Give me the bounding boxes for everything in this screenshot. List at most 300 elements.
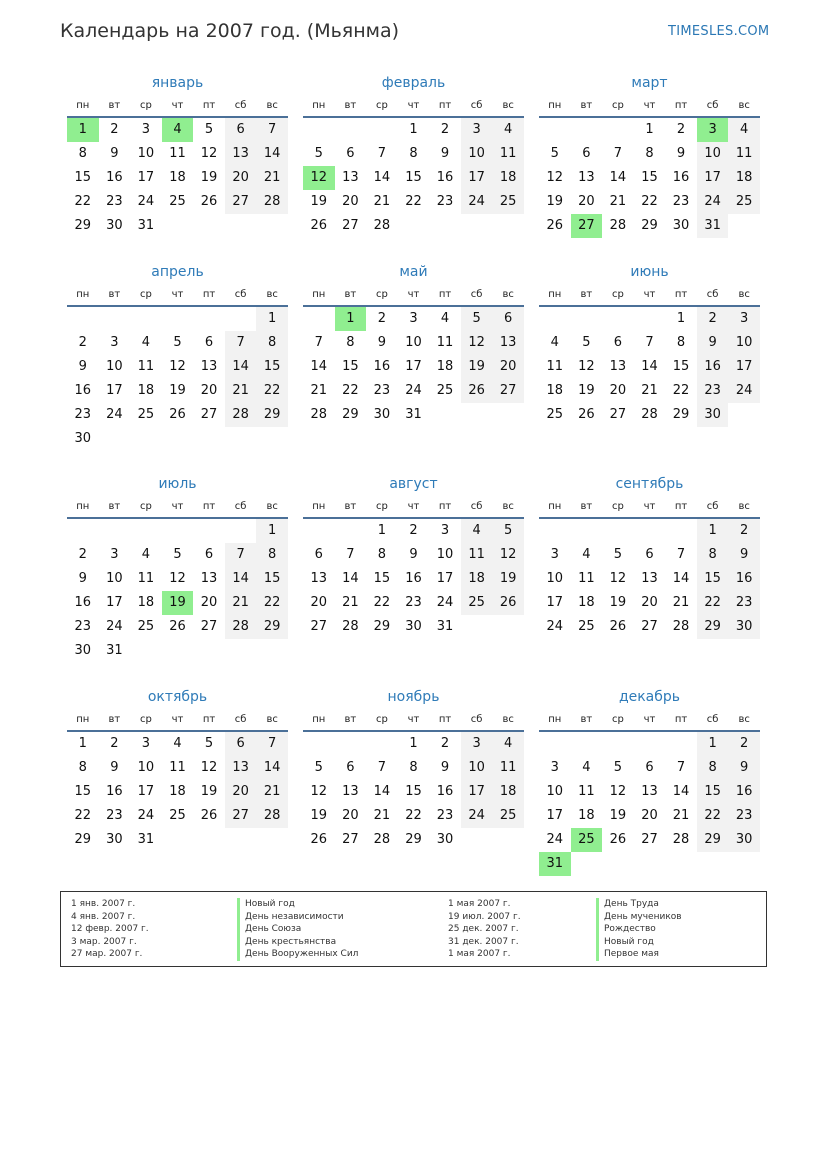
day-cell: 5 [204,736,214,751]
day-cell: 28 [373,218,391,233]
day-cell: 12 [492,543,524,567]
day-cell: 9 [110,760,119,775]
day-cell: 23 [106,808,123,823]
weekday-label: пн [76,289,90,300]
day-cell: 20 [225,166,257,190]
day-cell: 11 [461,543,493,567]
day-cell: 8 [78,760,87,775]
day-grid [303,732,524,852]
day-cell: 29 [256,403,288,427]
day-cell: 7 [225,331,257,355]
holiday-date: 1 мая 2007 г. [448,899,511,909]
weekday-label: вс [266,289,278,300]
day-cell: 5 [173,335,182,350]
day-cell: 3 [550,547,559,562]
weekday-label: пн [312,501,326,512]
weekday-label: пн [76,714,90,725]
day-cell: 27 [641,619,658,634]
day-cell: 14 [256,142,288,166]
day-cell: 6 [204,335,214,350]
weekday-label: вт [344,714,357,725]
weekday-header [303,710,524,730]
holiday-name: День крестьянства [237,936,358,949]
empty-cell [335,732,367,756]
day-cell: 1 [78,736,87,751]
holiday-date: 1 мая 2007 г. [448,949,511,959]
day-cell: 10 [137,760,155,775]
weekday-header [539,285,760,305]
day-cell: 11 [169,760,186,775]
day-cell: 12 [169,571,186,586]
day-cell: 15 [342,359,359,374]
day-cell: 2 [728,519,760,543]
empty-cell [634,519,666,543]
day-cell: 4 [173,736,182,751]
day-cell: 4 [440,311,450,326]
empty-cell [303,519,335,543]
day-cell: 12 [200,760,218,775]
day-cell: 18 [436,359,454,374]
day-cell: 28 [342,619,359,634]
day-cell: 8 [676,335,686,350]
holiday-date: 4 янв. 2007 г. [71,911,136,922]
day-cell: 18 [578,808,595,823]
day-cell: 14 [373,784,391,799]
day-cell: 23 [697,379,729,403]
empty-cell [539,118,571,142]
day-cell: 15 [641,170,658,185]
weekday-label: вс [502,100,514,111]
day-cell: 28 [609,218,627,233]
day-cell: 21 [256,166,288,190]
day-cell: 7 [256,118,288,142]
day-cell: 30 [106,832,123,847]
day-cell: 28 [373,832,391,847]
weekday-label: пт [438,501,452,512]
day-cell: 17 [405,359,422,374]
holiday-day-cell: 3 [697,118,729,142]
day-cell: 8 [346,335,355,350]
day-cell: 26 [169,619,186,634]
day-cell: 17 [137,170,155,185]
day-cell: 16 [106,170,123,185]
weekday-label: ср [375,289,388,300]
weekday-label: чт [643,289,656,300]
day-cell: 22 [256,379,288,403]
day-cell: 13 [225,756,257,780]
weekday-label: ср [611,289,624,300]
day-cell: 11 [169,146,186,161]
weekday-label: вт [580,501,593,512]
day-cell: 24 [728,379,760,403]
day-cell: 28 [641,407,658,422]
day-cell: 3 [550,760,559,775]
weekday-label: ср [375,714,388,725]
day-cell: 21 [672,595,690,610]
weekday-label: пн [76,100,90,111]
empty-cell [130,519,162,543]
weekday-label: вс [502,289,514,300]
holiday-name: День Труда [596,898,682,911]
day-cell: 6 [645,547,654,562]
day-cell: 17 [546,595,564,610]
day-grid [539,307,760,427]
day-cell: 11 [546,359,564,374]
day-cell: 31 [405,407,422,422]
holiday-day-cell: 1 [335,307,367,331]
empty-cell [634,732,666,756]
day-cell: 16 [405,571,422,586]
day-cell: 7 [676,547,686,562]
day-cell: 15 [256,567,288,591]
weekday-label: чт [407,714,420,725]
day-cell: 6 [225,732,257,756]
day-cell: 17 [137,784,155,799]
legend-names-right [596,898,682,961]
day-cell: 9 [78,571,87,586]
day-cell: 19 [461,355,493,379]
day-cell: 28 [256,804,288,828]
day-cell: 16 [728,780,760,804]
day-cell: 21 [641,383,658,398]
day-cell: 26 [461,379,493,403]
day-cell: 14 [225,355,257,379]
day-cell: 14 [225,567,257,591]
weekday-header [67,285,288,305]
empty-cell [162,307,194,331]
day-cell: 20 [225,780,257,804]
day-cell: 25 [578,619,595,634]
day-cell: 22 [697,591,729,615]
day-cell: 28 [672,619,690,634]
weekday-label: вс [738,289,750,300]
weekday-label: пн [76,501,90,512]
day-cell: 3 [440,523,450,538]
day-cell: 27 [310,619,328,634]
day-grid [539,519,760,639]
day-cell: 23 [672,194,690,209]
day-cell: 21 [256,780,288,804]
weekday-label: вт [580,100,593,111]
holiday-date: 25 дек. 2007 г. [448,924,519,934]
day-cell: 27 [225,190,257,214]
month-block [539,685,760,876]
day-cell: 29 [373,619,391,634]
empty-cell [130,307,162,331]
day-cell: 29 [74,218,92,233]
day-cell: 9 [440,146,450,161]
day-grid [67,519,288,663]
empty-cell [225,307,257,331]
day-cell: 30 [697,403,729,427]
weekday-label: сб [706,100,719,111]
month-block [303,260,524,427]
empty-cell [67,519,99,543]
weekday-label: пт [674,714,688,725]
day-cell: 23 [436,194,454,209]
day-cell: 17 [461,166,493,190]
empty-cell [602,519,634,543]
day-cell: 25 [461,591,493,615]
day-cell: 2 [78,547,87,562]
day-cell: 14 [672,784,690,799]
weekday-label: пт [202,100,216,111]
day-cell: 26 [609,832,627,847]
day-cell: 13 [641,571,658,586]
weekday-label: ср [139,501,152,512]
day-cell: 6 [346,760,355,775]
day-cell: 11 [436,335,454,350]
weekday-label: ср [611,501,624,512]
day-cell: 16 [373,359,391,374]
empty-cell [665,732,697,756]
day-cell: 9 [409,547,418,562]
holiday-name: Первое мая [596,948,682,961]
day-cell: 3 [110,335,119,350]
weekday-label: пн [548,501,562,512]
day-cell: 1 [676,311,686,326]
day-cell: 26 [609,619,627,634]
day-cell: 15 [74,170,92,185]
empty-cell [602,307,634,331]
day-cell: 5 [173,547,182,562]
day-cell: 12 [546,170,564,185]
day-cell: 26 [546,218,564,233]
empty-cell [335,118,367,142]
day-cell: 5 [461,307,493,331]
weekday-label: вс [502,714,514,725]
day-cell: 25 [492,804,524,828]
day-cell: 12 [169,359,186,374]
day-cell: 24 [106,407,123,422]
day-cell: 31 [436,619,454,634]
day-cell: 9 [110,146,119,161]
day-cell: 9 [728,756,760,780]
weekday-label: пт [674,501,688,512]
holiday-name: День мучеников [596,911,682,924]
day-cell: 17 [697,166,729,190]
day-cell: 11 [578,571,595,586]
weekday-label: пн [312,100,326,111]
day-cell: 20 [492,355,524,379]
day-cell: 24 [546,832,564,847]
day-cell: 29 [697,828,729,852]
day-cell: 23 [373,383,391,398]
day-cell: 8 [697,756,729,780]
weekday-label: вт [344,289,357,300]
day-cell: 28 [672,832,690,847]
day-cell: 19 [492,567,524,591]
holiday-date: 3 мар. 2007 г. [71,936,137,947]
weekday-label: чт [407,501,420,512]
day-cell: 17 [106,383,123,398]
holiday-date: 12 февр. 2007 г. [71,924,149,934]
weekday-label: сб [234,289,247,300]
weekday-header [67,710,288,730]
day-cell: 29 [697,615,729,639]
page-title: Календарь на 2007 год. (Мьянма) [60,20,400,42]
holiday-day-cell: 25 [571,828,603,852]
empty-cell [99,519,131,543]
day-cell: 15 [256,355,288,379]
day-cell: 2 [440,122,450,137]
day-cell: 20 [310,595,328,610]
day-cell: 7 [377,146,387,161]
day-cell: 21 [609,194,627,209]
month-name: апрель [151,264,204,280]
day-cell: 10 [461,756,493,780]
day-cell: 11 [728,142,760,166]
day-cell: 16 [436,784,454,799]
day-cell: 7 [645,335,654,350]
day-cell: 17 [436,571,454,586]
day-cell: 29 [405,832,422,847]
day-cell: 23 [728,804,760,828]
holiday-date: 1 янв. 2007 г. [71,899,136,909]
empty-cell [539,732,571,756]
month-block [303,71,524,238]
weekday-label: пт [202,714,216,725]
holiday-date: 27 мар. 2007 г. [71,949,143,959]
day-cell: 9 [728,543,760,567]
day-cell: 10 [405,335,422,350]
empty-cell [303,307,335,331]
day-cell: 11 [578,784,595,799]
day-cell: 18 [492,166,524,190]
day-cell: 9 [676,146,686,161]
day-cell: 22 [74,808,92,823]
weekday-header [67,497,288,517]
site-link[interactable]: TIMESLES.COM [668,24,770,39]
day-cell: 26 [310,218,328,233]
day-cell: 16 [672,170,690,185]
day-cell: 9 [697,331,729,355]
day-grid [303,519,524,639]
day-cell: 4 [492,732,524,756]
weekday-label: сб [706,289,719,300]
day-cell: 25 [436,383,454,398]
day-cell: 17 [728,355,760,379]
weekday-label: сб [470,289,483,300]
day-cell: 1 [409,736,418,751]
day-cell: 20 [200,383,218,398]
month-name: март [631,75,668,91]
day-cell: 31 [106,643,123,658]
day-cell: 4 [582,760,591,775]
day-cell: 15 [697,780,729,804]
day-cell: 3 [461,118,493,142]
day-cell: 16 [74,383,92,398]
day-cell: 10 [546,784,564,799]
empty-cell [602,118,634,142]
empty-cell [539,307,571,331]
weekday-label: чт [643,100,656,111]
day-cell: 22 [342,383,359,398]
day-cell: 26 [169,407,186,422]
day-cell: 29 [641,218,658,233]
day-cell: 12 [609,784,627,799]
day-cell: 3 [141,122,151,137]
day-cell: 4 [141,547,151,562]
day-cell: 17 [461,780,493,804]
weekday-header [539,497,760,517]
day-cell: 20 [641,808,658,823]
day-grid [303,307,524,427]
weekday-label: пт [438,714,452,725]
day-cell: 9 [377,335,387,350]
day-cell: 27 [342,218,359,233]
day-cell: 4 [492,118,524,142]
day-cell: 6 [492,307,524,331]
day-cell: 18 [169,170,186,185]
day-cell: 24 [697,190,729,214]
day-cell: 23 [436,808,454,823]
day-cell: 19 [310,808,328,823]
weekday-header [303,285,524,305]
day-cell: 7 [377,760,387,775]
empty-cell [571,519,603,543]
day-cell: 1 [377,523,387,538]
day-cell: 1 [409,122,418,137]
weekday-label: вт [108,100,121,111]
day-cell: 23 [728,591,760,615]
day-cell: 24 [137,808,155,823]
day-cell: 15 [672,359,690,374]
holiday-date: 19 июл. 2007 г. [448,911,521,922]
day-cell: 1 [256,519,288,543]
day-cell: 22 [74,194,92,209]
day-cell: 18 [546,383,564,398]
day-cell: 20 [342,194,359,209]
day-cell: 25 [546,407,564,422]
empty-cell [602,732,634,756]
month-block [539,260,760,427]
weekday-label: сб [234,714,247,725]
month-name: октябрь [147,689,208,705]
weekday-label: вс [502,501,514,512]
month-block [67,71,288,238]
day-cell: 1 [256,307,288,331]
month-block [67,472,288,663]
month-name: август [389,476,438,492]
holiday-name: День Вооруженных Сил [237,948,358,961]
day-cell: 19 [609,595,627,610]
day-cell: 10 [697,142,729,166]
empty-cell [571,307,603,331]
day-cell: 2 [676,122,686,137]
month-block [539,71,760,238]
day-cell: 21 [342,595,359,610]
holiday-day-cell: 31 [539,852,571,876]
day-cell: 6 [582,146,591,161]
day-cell: 15 [697,567,729,591]
empty-cell [303,732,335,756]
day-cell: 5 [314,146,323,161]
weekday-label: ср [611,714,624,725]
day-cell: 27 [641,832,658,847]
day-cell: 25 [169,194,186,209]
day-cell: 6 [346,146,355,161]
day-cell: 9 [78,359,87,374]
day-cell: 8 [377,547,387,562]
empty-cell [366,118,398,142]
day-cell: 7 [676,760,686,775]
day-cell: 30 [74,643,92,658]
day-cell: 22 [405,808,422,823]
weekday-label: вс [266,501,278,512]
day-cell: 19 [546,194,564,209]
day-cell: 22 [641,194,658,209]
